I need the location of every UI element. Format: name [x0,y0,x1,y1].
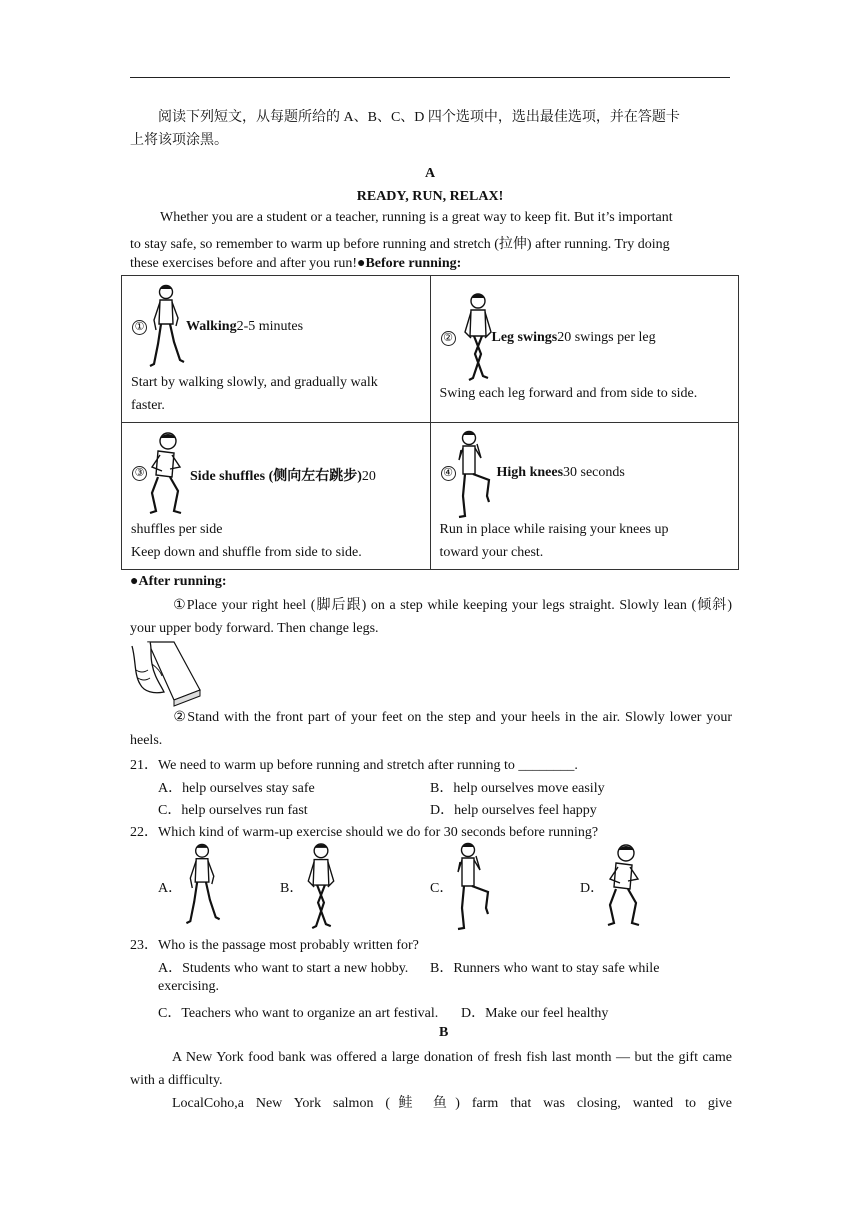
question-number: 23． [130,938,158,953]
option-label: B． [280,881,304,896]
exercise-desc-line-1: Run in place while raising your knees up [439,522,669,537]
option-label: C． [158,803,182,818]
exercise-amount: 20 [361,469,376,484]
question-number: 21． [130,758,158,773]
q22-option-a[interactable] [158,877,182,897]
q22-option-b[interactable] [280,877,303,897]
q22-option-c[interactable] [430,877,453,897]
section-b-paragraph-1 [130,1046,732,1092]
intro-line-2: to stay safe, so remember to warm up before running and stretch (拉伸) after running. Try doing [130,237,670,252]
option-label: C． [430,881,454,896]
question-22-stem [130,821,598,841]
exercise-label-side-shuffles [190,465,376,485]
instruction-line-2: 上将该项涂黑。 [130,133,228,148]
option-label: A． [158,781,183,796]
q21-option-c[interactable] [158,799,308,819]
option-label: D． [461,1006,486,1021]
instruction-line-1: 阅读下列短文，从每题所给的 A、B、C、D 四个选项中，选出最佳选项，并在答题卡 [158,110,680,125]
before-running-heading: ●Before running: [357,256,462,271]
exercise-name: Walking [186,319,237,334]
q21-option-a[interactable] [158,777,315,797]
exercise-amount: 20 swings per leg [557,330,656,345]
q23-option-d[interactable] [461,1002,608,1022]
exercise-desc-line-1: shuffles per side [131,522,223,537]
exercise-table [121,275,739,570]
exercise-amount: 2-5 minutes [236,319,304,334]
q23-option-b-continued [158,979,219,995]
heel-stretch-illustration-icon [130,640,202,704]
exercise-desc-line-1: Swing each leg forward and from side to side. [439,386,698,401]
intro-line-3-text: these exercises before and after you run! [130,256,358,271]
option-label: B． [430,961,454,976]
option-text: Runners who want to stay safe while [453,961,660,976]
leg-swings-figure-icon [304,842,338,930]
exercise-number: ② [441,331,456,346]
side-shuffles-figure-icon [606,842,642,928]
exercise-number: ④ [441,466,456,481]
step-number: ② [172,710,188,725]
section-b-letter: B [439,1025,449,1040]
exercise-name: Side shuffles (侧向左右跳步) [190,469,362,484]
exercise-label-high-knees [497,465,625,481]
section-b-paragraph-2 [130,1092,732,1115]
exercise-number: ① [132,320,147,335]
option-text: help ourselves feel happy [454,803,597,818]
step-text: Place your right heel (脚后跟) on a step while keeping your legs straight. Slowly lean (倾斜) your upper body forward. Then change legs. [130,598,732,636]
walking-figure-icon [184,843,224,929]
exercise-label-leg-swings [492,330,656,346]
high-knees-figure-icon [455,430,493,518]
exercise-label-walking [186,319,303,335]
q21-option-d[interactable] [430,799,597,819]
paragraph-text: LocalCoho,a New York salmon (鲑 鱼) farm that was closing, wanted to give [172,1096,732,1111]
exercise-title-leg-swings [441,331,456,347]
option-text: help ourselves run fast [181,803,308,818]
high-knees-figure-icon [454,842,492,930]
exercise-name: Leg swings [491,330,558,345]
option-label: D． [430,803,455,818]
option-text: exercising. [158,979,220,994]
passage-title: READY, RUN, RELAX! [356,189,504,204]
option-text: Teachers who want to organize an art festival. [181,1006,439,1021]
walking-figure-icon [148,284,188,372]
option-text: Students who want to start a new hobby. [182,961,409,976]
option-text: help ourselves stay safe [182,781,315,796]
option-label: C． [158,1006,182,1021]
exercise-desc-line-1: Start by walking slowly, and gradually walk [131,375,378,390]
intro-line-3 [130,256,461,272]
question-text: Who is the passage most probably written for? [158,938,419,953]
question-number: 22． [130,825,158,840]
question-text: Which kind of warm-up exercise should we do for 30 seconds before running? [158,825,599,840]
option-text: Make our feel healthy [485,1006,609,1021]
q23-option-b[interactable] [430,957,659,977]
q23-option-a[interactable] [158,957,408,977]
question-21-stem [130,754,578,774]
exercise-cell-walking [122,276,431,423]
exercise-title-side-shuffles [132,466,147,482]
exercise-cell-high-knees [430,423,739,570]
after-running-step-1 [130,594,732,640]
option-label: A． [158,961,183,976]
after-running-step-2 [130,706,732,752]
exercise-number: ③ [132,466,147,481]
paragraph-text: A New York food bank was offered a large donation of fresh fish last month — but the gift came with a difficulty. [130,1050,732,1088]
exercise-desc-line-2: faster. [131,398,165,413]
exercise-title-high-knees [441,466,456,482]
section-a-letter: A [424,166,436,181]
header-rule [130,77,730,78]
exercise-title-walking [132,320,147,336]
q22-option-d[interactable] [580,877,604,897]
exercise-amount: 30 seconds [563,465,625,480]
question-23-stem [130,934,419,954]
after-running-heading: ●After running: [130,574,227,589]
intro-line-1: Whether you are a student or a teacher, running is a great way to keep fit. But it’s important [160,210,673,225]
option-label: D． [580,881,605,896]
exercise-cell-leg-swings [430,276,739,423]
option-text: help ourselves move easily [453,781,605,796]
option-label: A． [158,881,183,896]
leg-swings-figure-icon [461,292,495,382]
side-shuffles-figure-icon [148,431,184,515]
q21-option-b[interactable] [430,777,605,797]
q23-option-c[interactable] [158,1002,438,1022]
step-number: ① [172,598,187,613]
exercise-desc-line-2: Keep down and shuffle from side to side. [131,545,362,560]
option-label: B． [430,781,454,796]
exercise-cell-side-shuffles [122,423,431,570]
question-text: We need to warm up before running and stretch after running to ________. [158,758,578,773]
exercise-desc-line-2: toward your chest. [439,545,544,560]
exercise-name: High knees [496,465,564,480]
step-text: Stand with the front part of your feet on the step and your heels in the air. Slowly lower your heels. [130,710,732,748]
